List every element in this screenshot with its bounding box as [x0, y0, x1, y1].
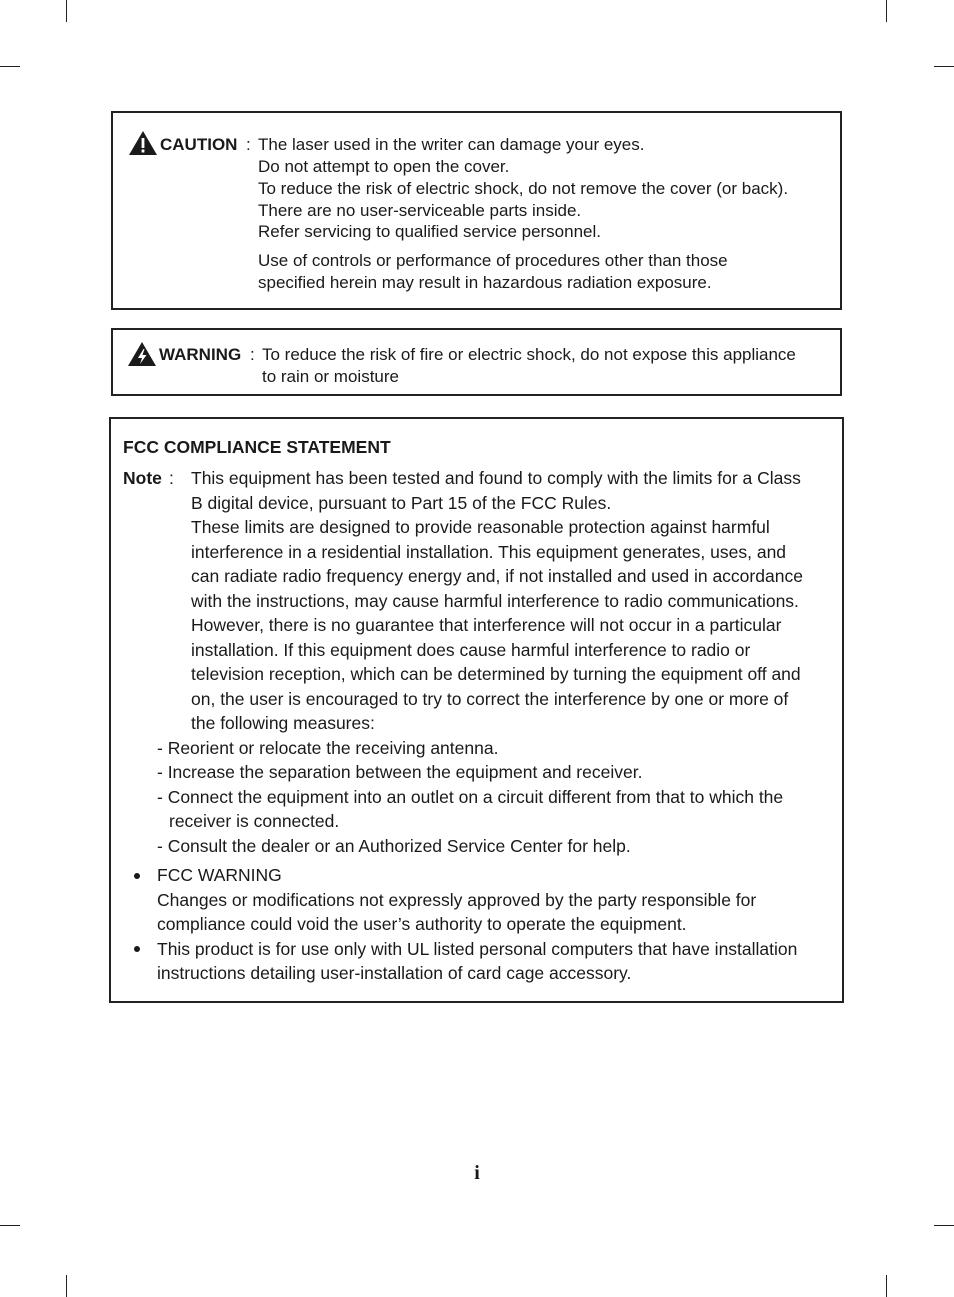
measure-item: - Reorient or relocate the receiving antenna.	[157, 737, 499, 758]
note-line: However, there is no guarantee that interference will not occur in a particular	[191, 615, 782, 635]
measure-item: receiver is connected.	[169, 811, 340, 831]
crop-mark	[0, 66, 20, 67]
crop-mark	[886, 0, 887, 22]
caution-line: There are no user-serviceable parts inside.	[258, 201, 582, 220]
note-separator: :	[169, 468, 174, 488]
note-line: These limits are designed to provide reasonable protection against harmful	[191, 517, 770, 537]
warning-triangle-icon	[128, 130, 158, 156]
crop-mark	[934, 66, 954, 67]
measure-item: - Increase the separation between the equipment and receiver.	[157, 762, 643, 782]
note-label: Note	[123, 468, 162, 488]
warning-separator: :	[250, 345, 255, 364]
caution-separator: :	[246, 135, 251, 154]
bullet-icon	[134, 946, 140, 952]
note-line: with the instructions, may cause harmful interference to radio communications.	[191, 590, 799, 611]
electric-shock-triangle-icon	[127, 341, 157, 367]
caution-line: Refer servicing to qualified service personnel.	[258, 222, 602, 241]
page-number: i	[474, 1162, 480, 1184]
note-line: B digital device, pursuant to Part 15 of the FCC Rules.	[191, 492, 612, 513]
caution-box	[111, 111, 842, 310]
caution-line: To reduce the risk of electric shock, do not remove the cover (or back).	[258, 179, 789, 198]
note-line: the following measures:	[191, 713, 375, 733]
crop-mark	[886, 1275, 887, 1297]
crop-mark	[934, 1225, 954, 1226]
note-line: television reception, which can be determined by turning the equipment off and	[191, 664, 801, 684]
measure-item: - Consult the dealer or an Authorized Service Center for help.	[157, 835, 631, 856]
note-line: This equipment has been tested and found to comply with the limits for a Class	[191, 468, 801, 488]
crop-mark	[66, 1275, 67, 1297]
bullet-icon	[134, 873, 140, 879]
ul-notice-line: This product is for use only with UL listed personal computers that have installation	[157, 938, 798, 959]
fcc-title: FCC COMPLIANCE STATEMENT	[123, 437, 391, 457]
caution-label: CAUTION	[160, 135, 238, 154]
caution-line: specified herein may result in hazardous radiation exposure.	[258, 273, 712, 292]
note-line: can radiate radio frequency energy and, if not installed and used in accordance	[191, 566, 803, 586]
warning-label: WARNING	[159, 345, 242, 364]
measure-item: - Connect the equipment into an outlet on a circuit different from that to which the	[157, 786, 784, 807]
warning-box	[111, 328, 842, 396]
fcc-warning-line: FCC WARNING	[157, 865, 282, 885]
fcc-warning-line: Changes or modifications not expressly approved by the party responsible for	[157, 889, 757, 910]
crop-mark	[66, 0, 67, 22]
warning-line: to rain or moisture	[262, 367, 399, 386]
note-line: interference in a residential installation. This equipment generates, uses, and	[191, 541, 787, 562]
fcc-compliance-box	[109, 417, 844, 1003]
warning-line: To reduce the risk of fire or electric shock, do not expose this appliance	[262, 345, 796, 364]
note-line: on, the user is encouraged to try to correct the interference by one or more of	[191, 688, 789, 709]
crop-mark	[0, 1225, 20, 1226]
caution-line: Do not attempt to open the cover.	[258, 157, 510, 176]
ul-notice-line: instructions detailing user-installation of card cage accessory.	[157, 963, 632, 983]
fcc-warning-line: compliance could void the user’s authority to operate the equipment.	[157, 914, 687, 934]
note-line: installation. If this equipment does cause harmful interference to radio or	[191, 639, 751, 660]
caution-line: Use of controls or performance of procedures other than those	[258, 251, 728, 270]
caution-line: The laser used in the writer can damage your eyes.	[258, 135, 645, 154]
